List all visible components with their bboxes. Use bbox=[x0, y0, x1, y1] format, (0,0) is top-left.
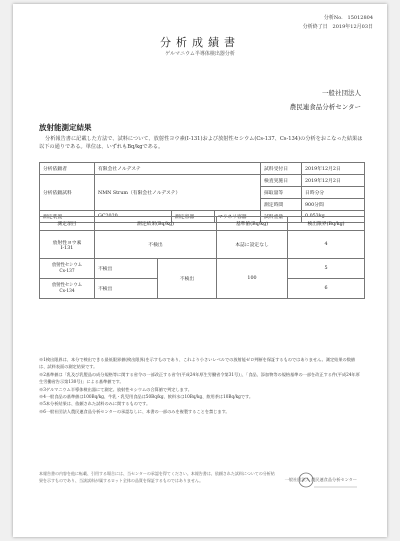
row-cs137-result: 不検出 bbox=[95, 259, 158, 279]
row-cs137-name-2: Cs-137 bbox=[59, 268, 75, 274]
cesium-sum-result: 不検出 bbox=[158, 259, 217, 299]
weight-label: 試料重量 bbox=[261, 211, 302, 223]
date-label: 分析終了日 bbox=[302, 24, 328, 30]
row-cs134-name-1: 放射性セシウム bbox=[51, 282, 83, 288]
note-2: ※2基準値は「乳及び乳製品の成分規格等に関する省令の一部改正する省令(平成24年厚生労働省令第31号)」、「食品、添加物等の規格基準の一部を改正する件(平成24年厚生労働省告示第130号)」による基準値です。 bbox=[39, 371, 360, 385]
footer-disclaimer: 本報告書の内容を他に転載、引用する場合には、当センターの承認を得てください。本報告書は、依頼された試料についての分析結果を示すものであり、当該試料が属するロット全体の品質を保証するものではありません。 bbox=[39, 471, 275, 483]
completed-value: 2019年12月2日 bbox=[302, 175, 365, 187]
completed-label: 検査実施日 bbox=[261, 175, 302, 187]
header-standard: 基準値(Bq/kg) bbox=[217, 217, 288, 231]
results-table bbox=[39, 216, 365, 299]
container-label: 測定容器 bbox=[172, 211, 215, 223]
org-line-2: 農民連食品分析センター bbox=[289, 103, 361, 111]
row-cs134-name bbox=[40, 279, 95, 299]
device-label: 測定装置 bbox=[40, 211, 95, 223]
container-value: マリネリ容器 bbox=[215, 211, 261, 223]
time-label: 測定時間 bbox=[261, 199, 302, 211]
note-3: ※3ゲルマニウム半導体検出器にて測定。放射性セシウムの合算値で判定します。 bbox=[39, 386, 192, 392]
requester-label: 分析依頼者 bbox=[40, 163, 95, 175]
row-cs134-limit: 6 bbox=[288, 279, 365, 299]
requester-value: 有限会社ノルデステ bbox=[95, 163, 261, 175]
note-6: ※6一般社団法人農民連食品分析センターの承認なしに、本書の一部のみを複製することを禁じます。 bbox=[39, 408, 230, 414]
notes-block bbox=[39, 356, 363, 415]
number-label: 分析No. bbox=[323, 15, 343, 21]
intro-paragraph: 分析報告書に記載した方法で、試料について、放射性ヨウ素(I-131)および放射性セシウム(Cs-137、Cs-134)の分析をおこなった結果は以下の通りである。単位は、いずれもBq/kgである。 bbox=[39, 136, 363, 150]
row-cs137-name bbox=[40, 259, 95, 279]
row-i131-name-1: 放射性ヨウ素 bbox=[52, 240, 82, 246]
row-i131-result: 不検出 bbox=[95, 231, 217, 259]
report-sheet bbox=[13, 4, 387, 537]
report-subtitle: ゲルマニウム半導体検出器分析 bbox=[165, 51, 235, 57]
header-limit: 検出限界(Bq/kg) bbox=[288, 217, 365, 231]
note-1: ※1検出限界は、本分で検出できる最低限界値(検出限界)を示すものであり、これより小さいレベルでの放射能ゼロ判断を保証するものではありません。測定結果の数値は、試料表面の測定結果です。 bbox=[39, 357, 356, 370]
row-cs137-name-1: 放射性セシウム bbox=[51, 262, 83, 268]
sample-info-table bbox=[39, 162, 365, 223]
sample-value: NMN Strum（有限会社ノルデステ） bbox=[95, 175, 261, 211]
time-value: 900分間 bbox=[302, 199, 365, 211]
row-cs137-limit: 5 bbox=[288, 259, 365, 279]
seal-text: 一般社団法人 農民連食品分析センター bbox=[284, 477, 357, 482]
number-value: 15012804 bbox=[347, 15, 373, 21]
org-line-1: 一般社団法人 bbox=[322, 89, 361, 97]
issuing-organization bbox=[290, 86, 361, 114]
header-result: 測定結果(Bq/kg) bbox=[95, 217, 217, 231]
header-item: 測定項目 bbox=[40, 217, 95, 231]
row-i131-limit: 4 bbox=[288, 231, 365, 259]
qty-label: 採取量等 bbox=[261, 187, 302, 199]
received-label: 試料受付日 bbox=[261, 163, 302, 175]
qty-value: 日時分分 bbox=[302, 187, 365, 199]
note-5: ※5本分析結果は、依頼された試料のみに関するものです。 bbox=[39, 401, 151, 407]
sample-label: 分析依頼試料 bbox=[40, 175, 95, 211]
device-value: GC2020 bbox=[95, 211, 172, 223]
row-i131-standard: 本誌に設定なし bbox=[217, 231, 288, 259]
report-title: 分析成績書 bbox=[160, 36, 240, 49]
section-heading: 放射能測定結果 bbox=[39, 123, 92, 132]
weight-value: 0.053kg bbox=[302, 211, 365, 223]
report-meta bbox=[303, 14, 373, 32]
date-value: 2019年12月03日 bbox=[332, 24, 373, 30]
note-4: ※4一般食品の基準値は100Bq/kg、牛乳・乳児用食品は50Bq/kg、飲料水は10Bq/kg、飲用茶は10Bq/kgです。 bbox=[39, 394, 254, 400]
row-i131-name bbox=[40, 231, 95, 259]
cesium-sum-standard: 100 bbox=[217, 259, 288, 299]
received-value: 2019年12月2日 bbox=[302, 163, 365, 175]
row-i131-name-2: I-131 bbox=[60, 245, 74, 251]
row-cs134-name-2: Cs-134 bbox=[59, 288, 75, 294]
row-cs134-result: 不検出 bbox=[95, 279, 158, 299]
